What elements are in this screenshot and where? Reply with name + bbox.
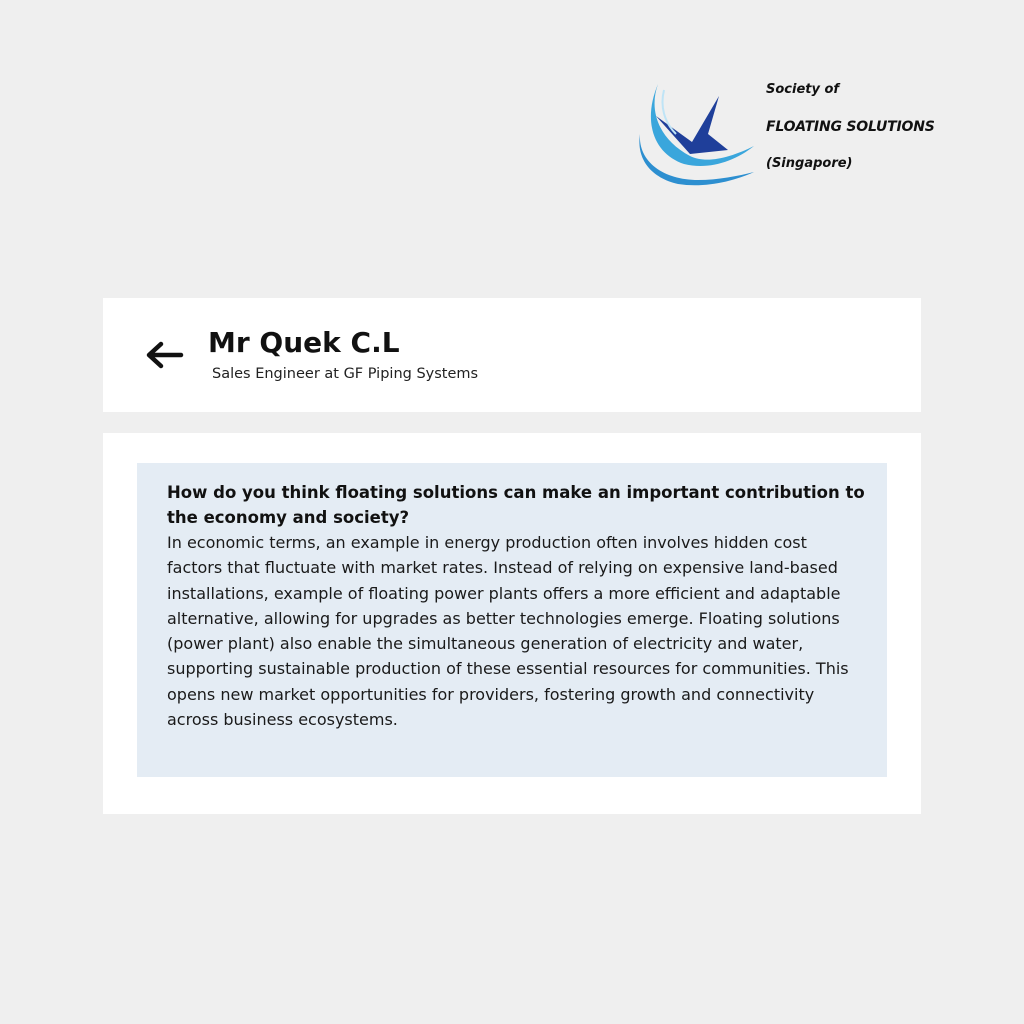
manta-ray-logo-icon: [634, 76, 758, 188]
back-button[interactable]: [143, 338, 187, 372]
arrow-left-icon: [143, 338, 187, 372]
logo-line-society: Society of: [766, 82, 840, 97]
society-logo: [634, 76, 964, 188]
interview-answer: In economic terms, an example in energy production often involves hidden cost factors that fluctuate with market rates. Instead of relying on expensive land-based installations, example of floating power plants offers a more efficient and adaptable alternative, allowing for upgrades as better technologies emerge. Floating solutions (power plant) also enable the simultaneous generation of electricity and water, supporting sustainable production of these essential resources for communities. This opens new market opportunities for providers, fostering growth and connectivity across business ecosystems.: [167, 533, 849, 730]
person-job-title: Sales Engineer at GF Piping Systems: [212, 366, 479, 382]
logo-line-singapore: (Singapore): [766, 156, 853, 171]
qa-content: [167, 480, 867, 732]
profile-header-card: [103, 298, 921, 412]
person-name: Mr Quek C.L: [208, 326, 400, 359]
interview-content-card: [103, 433, 921, 814]
qa-panel: [137, 463, 887, 777]
logo-line-floating-solutions: FLOATING SOLUTIONS: [766, 119, 935, 135]
interview-question: How do you think floating solutions can make an important contribution to the economy and society?: [167, 483, 865, 527]
